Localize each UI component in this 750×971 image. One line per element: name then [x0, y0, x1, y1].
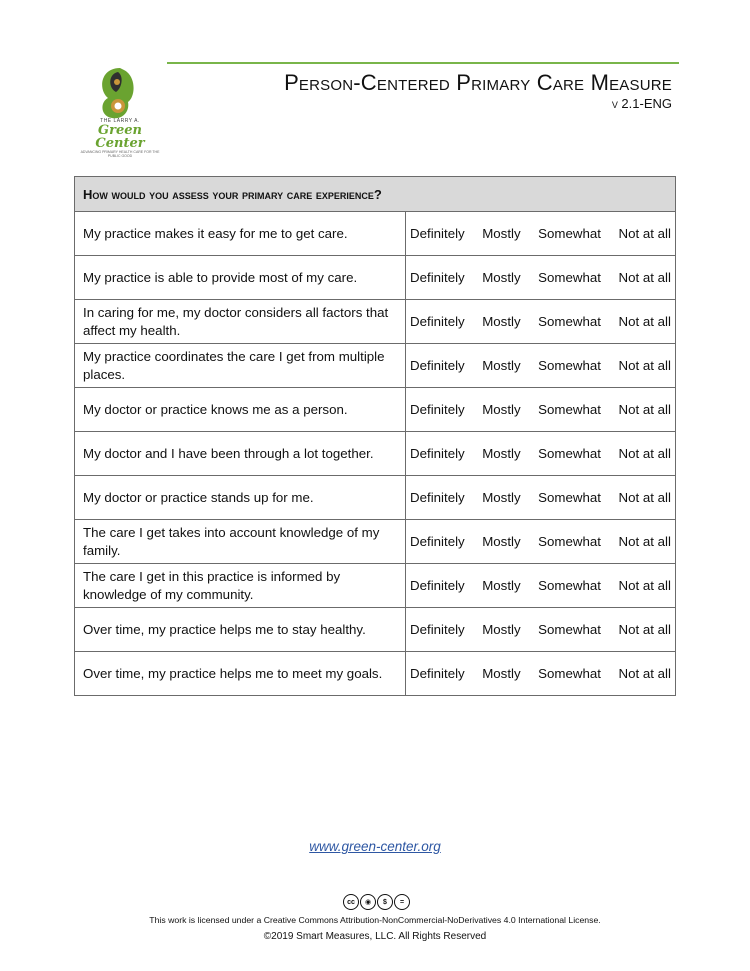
response-option-group	[410, 358, 671, 373]
response-option-mostly[interactable]: Mostly	[482, 446, 521, 461]
response-option-mostly[interactable]: Mostly	[482, 314, 521, 329]
response-options	[406, 256, 676, 300]
response-option-not-at-all[interactable]: Not at all	[618, 226, 671, 241]
table-row	[75, 476, 676, 520]
measure-table	[74, 176, 676, 696]
response-option-not-at-all[interactable]: Not at all	[618, 622, 671, 637]
logo-tagline: ADVANCING PRIMARY HEALTH CARE FOR THE PUBLIC GOOD	[80, 150, 160, 158]
response-option-somewhat[interactable]: Somewhat	[538, 314, 601, 329]
response-option-not-at-all[interactable]: Not at all	[618, 666, 671, 681]
copyright-text: ©2019 Smart Measures, LLC. All Rights Reserved	[263, 931, 487, 942]
response-option-not-at-all[interactable]: Not at all	[618, 402, 671, 417]
logo-small-text: THE LARRY A.	[100, 118, 140, 124]
table-row	[75, 652, 676, 696]
response-option-group	[410, 622, 671, 637]
item-statement: Over time, my practice helps me to meet my goals.	[75, 652, 406, 696]
response-option-group	[410, 446, 671, 461]
attribution-icon: ◉	[360, 894, 376, 910]
response-option-definitely[interactable]: Definitely	[410, 358, 465, 373]
response-option-somewhat[interactable]: Somewhat	[538, 666, 601, 681]
response-option-somewhat[interactable]: Somewhat	[538, 534, 601, 549]
table-row	[75, 520, 676, 564]
response-option-definitely[interactable]: Definitely	[410, 490, 465, 505]
table-row	[75, 256, 676, 300]
response-option-group	[410, 226, 671, 241]
response-option-not-at-all[interactable]: Not at all	[618, 358, 671, 373]
response-option-mostly[interactable]: Mostly	[482, 226, 521, 241]
response-option-not-at-all[interactable]: Not at all	[618, 270, 671, 285]
website-link[interactable]: www.green-center.org	[309, 839, 441, 854]
response-option-somewhat[interactable]: Somewhat	[538, 270, 601, 285]
response-option-definitely[interactable]: Definitely	[410, 666, 465, 681]
item-statement: My doctor and I have been through a lot together.	[75, 432, 406, 476]
item-statement: My practice is able to provide most of my care.	[75, 256, 406, 300]
response-options	[406, 344, 676, 388]
table-row	[75, 388, 676, 432]
response-option-definitely[interactable]: Definitely	[410, 534, 465, 549]
cc-icon: cc	[343, 894, 359, 910]
logo-brand-text: Green Center	[95, 123, 145, 151]
response-option-definitely[interactable]: Definitely	[410, 622, 465, 637]
response-option-somewhat[interactable]: Somewhat	[538, 578, 601, 593]
response-option-definitely[interactable]: Definitely	[410, 314, 465, 329]
response-option-group	[410, 402, 671, 417]
response-options	[406, 388, 676, 432]
response-option-definitely[interactable]: Definitely	[410, 578, 465, 593]
response-option-not-at-all[interactable]: Not at all	[618, 314, 671, 329]
item-statement: Over time, my practice helps me to stay healthy.	[75, 608, 406, 652]
item-statement: The care I get in this practice is informed by knowledge of my community.	[75, 564, 406, 608]
response-option-not-at-all[interactable]: Not at all	[618, 578, 671, 593]
table-row	[75, 608, 676, 652]
item-statement: My doctor or practice stands up for me.	[75, 476, 406, 520]
item-statement: The care I get takes into account knowledge of my family.	[75, 520, 406, 564]
cc-license-icons[interactable]	[343, 894, 411, 910]
response-option-mostly[interactable]: Mostly	[482, 402, 521, 417]
response-option-somewhat[interactable]: Somewhat	[538, 490, 601, 505]
table-row	[75, 432, 676, 476]
response-option-definitely[interactable]: Definitely	[410, 446, 465, 461]
response-option-not-at-all[interactable]: Not at all	[618, 446, 671, 461]
item-statement: My practice makes it easy for me to get care.	[75, 212, 406, 256]
table-heading: How would you assess your primary care experience?	[75, 177, 676, 212]
table-row	[75, 344, 676, 388]
response-options	[406, 212, 676, 256]
response-option-group	[410, 314, 671, 329]
response-option-mostly[interactable]: Mostly	[482, 358, 521, 373]
noncommercial-icon: $	[377, 894, 393, 910]
response-option-group	[410, 490, 671, 505]
response-option-somewhat[interactable]: Somewhat	[538, 446, 601, 461]
response-option-mostly[interactable]: Mostly	[482, 622, 521, 637]
version-label: v 2.1-ENG	[611, 96, 672, 111]
response-option-somewhat[interactable]: Somewhat	[538, 226, 601, 241]
table-row	[75, 300, 676, 344]
response-options	[406, 652, 676, 696]
response-option-mostly[interactable]: Mostly	[482, 490, 521, 505]
table-row	[75, 212, 676, 256]
response-options	[406, 300, 676, 344]
response-options	[406, 608, 676, 652]
response-options	[406, 476, 676, 520]
response-option-mostly[interactable]: Mostly	[482, 578, 521, 593]
response-option-group	[410, 270, 671, 285]
response-option-mostly[interactable]: Mostly	[482, 666, 521, 681]
item-statement: My practice coordinates the care I get from multiple places.	[75, 344, 406, 388]
response-option-group	[410, 578, 671, 593]
item-statement: My doctor or practice knows me as a person.	[75, 388, 406, 432]
measure-body	[75, 212, 676, 696]
response-option-group	[410, 666, 671, 681]
response-option-somewhat[interactable]: Somewhat	[538, 358, 601, 373]
header-rule	[167, 62, 679, 64]
license-text: This work is licensed under a Creative Commons Attribution-NonCommercial-NoDerivatives 4.0 International License.	[149, 915, 601, 925]
response-option-not-at-all[interactable]: Not at all	[618, 534, 671, 549]
response-option-not-at-all[interactable]: Not at all	[618, 490, 671, 505]
document-title: Person-Centered Primary Care Measure	[284, 70, 672, 95]
table-row	[75, 564, 676, 608]
response-option-definitely[interactable]: Definitely	[410, 270, 465, 285]
response-option-mostly[interactable]: Mostly	[482, 270, 521, 285]
response-options	[406, 432, 676, 476]
noderivatives-icon: =	[394, 894, 410, 910]
response-options	[406, 520, 676, 564]
response-option-mostly[interactable]: Mostly	[482, 534, 521, 549]
response-option-definitely[interactable]: Definitely	[410, 226, 465, 241]
response-option-definitely[interactable]: Definitely	[410, 402, 465, 417]
response-options	[406, 564, 676, 608]
response-option-somewhat[interactable]: Somewhat	[538, 622, 601, 637]
response-option-somewhat[interactable]: Somewhat	[538, 402, 601, 417]
response-option-group	[410, 534, 671, 549]
logo-caption	[78, 118, 162, 158]
item-statement: In caring for me, my doctor considers all factors that affect my health.	[75, 300, 406, 344]
